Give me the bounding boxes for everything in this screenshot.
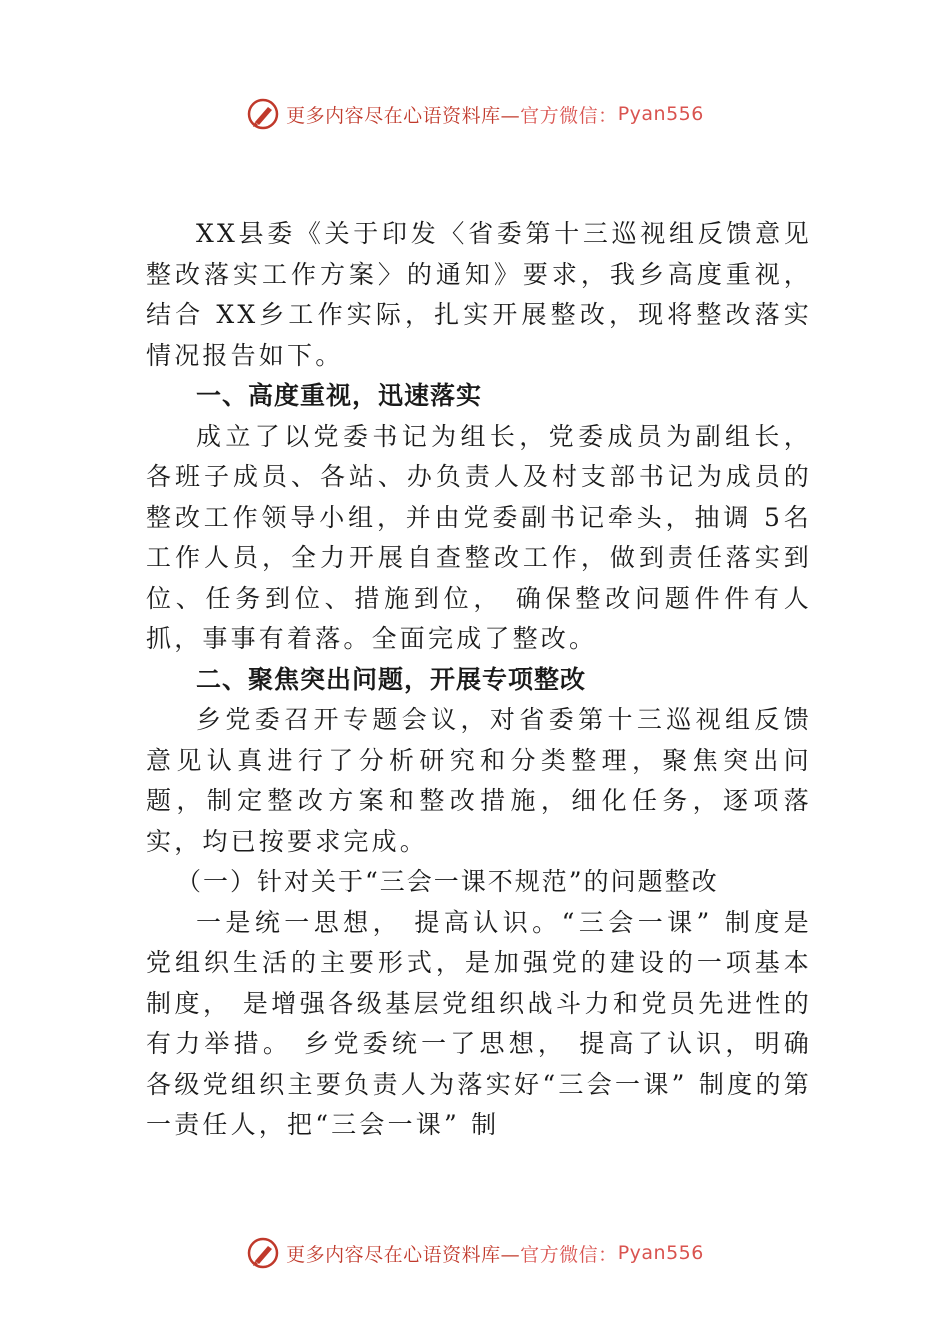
section-1-paragraph: 成立了以党委书记为组长，党委成员为副组长，各班子成员、各站、办负责人及村支部书记为成员的整改工作领导小组，并由党委副书记牵头，抽调 5名工作人员，全力开展自查整改工作，做到责任落实到位、任务到位、措施到位， 确保整改问题件件有人抓，事事有着落。全面完成了整改。 — [146, 421, 812, 653]
watermark-wechat-id: Pyan556 — [617, 1242, 704, 1264]
watermark-wechat-label: 官方微信： — [520, 104, 618, 127]
section-heading-1: 一、高度重视，迅速落实 — [196, 381, 483, 410]
intro-paragraph: XX县委《关于印发〈省委第十三巡视组反馈意见整改落实工作方案〉的通知》要求，我乡高度重视，结合 XX乡工作实际，扎实开展整改，现将整改落实情况报告如下。 — [146, 219, 812, 370]
subsection-1-paragraph: 一是统一思想， 提高认识。“三会一课” 制度是党组织生活的主要形式，是加强党的建设的一项基本制度， 是增强各级基层党组织战斗力和党员先进性的有力举措。 乡党委统一了思想， 提高了认识，明确各级党组织主要负责人为落实好“三会一课” 制度的第一责任人，把“三会一课” 制 — [146, 907, 812, 1139]
section-heading-2: 二、聚焦突出问题，开展专项整改 — [196, 664, 587, 694]
watermark-text: 更多内容尽在心语资料库— — [286, 1243, 521, 1266]
pen-logo-icon — [246, 1236, 280, 1270]
watermark-wechat-label: 官方微信： — [520, 1243, 618, 1266]
watermark-banner-bottom — [0, 1233, 950, 1273]
subsection-heading-1: （一）针对关于“三会一课不规范”的问题整改 — [176, 867, 719, 896]
watermark-banner-top — [0, 94, 950, 134]
section-2-paragraph: 乡党委召开专题会议，对省委第十三巡视组反馈意见认真进行了分析研究和分类整理，聚焦突出问题，制定整改方案和整改措施，细化任务，逐项落实，均已按要求完成。 — [146, 705, 812, 856]
pen-logo-icon — [246, 97, 280, 131]
watermark-text: 更多内容尽在心语资料库— — [286, 104, 521, 127]
document-body — [146, 214, 812, 1146]
watermark-wechat-id: Pyan556 — [617, 103, 704, 125]
